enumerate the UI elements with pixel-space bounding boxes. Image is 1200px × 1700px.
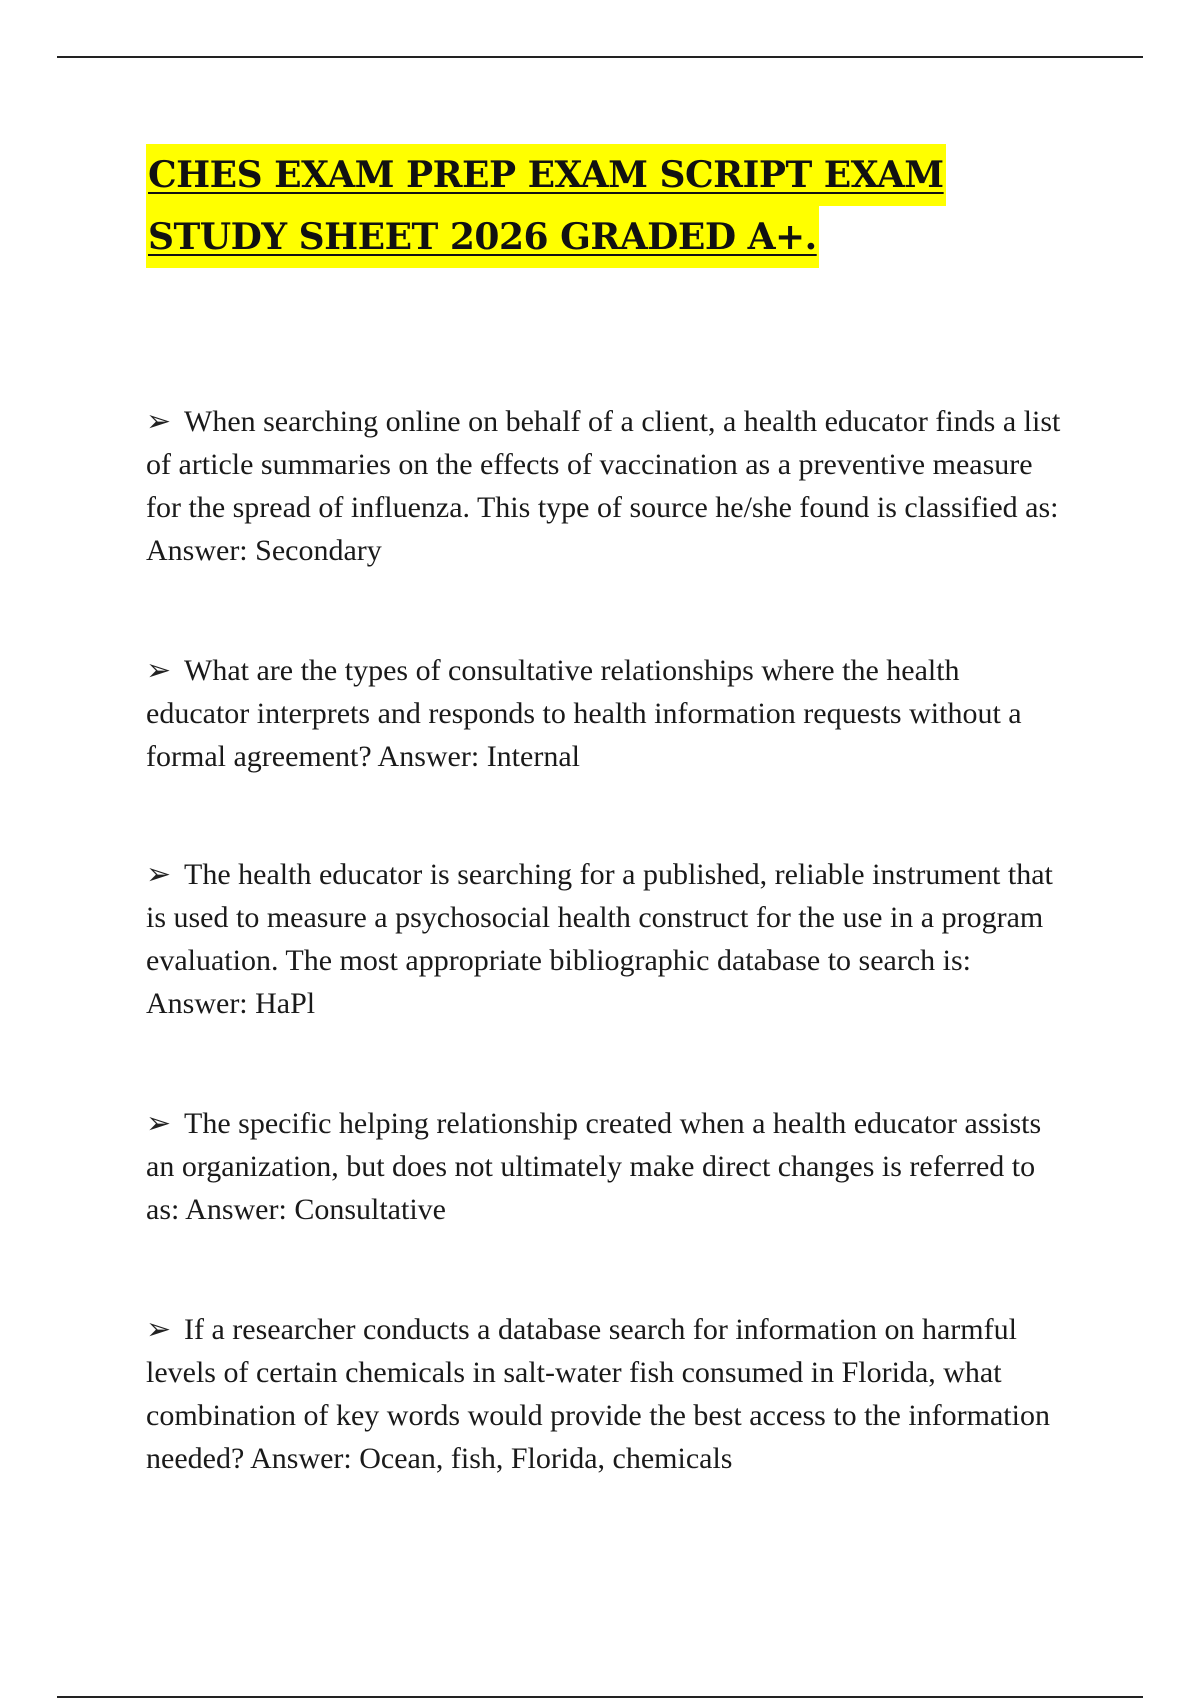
top-rule [57,56,1143,58]
question-item-3 [146,853,1066,1025]
question-text-1: When searching online on behalf of a client, a health educator finds a list of article summaries on the effects of vaccination as a preventive measure for the spread of influenza. This type of source he/she found is classified as: Answer: Secondary [146,405,1061,567]
document-title [146,144,1046,268]
question-item-2 [146,649,1066,778]
arrow-bullet-icon: ➢ [146,858,172,891]
question-text-5: If a researcher conducts a database search for information on harmful levels of certain chemicals in salt-water fish consumed in Florida, what combination of key words would provide the best access to the information needed? Answer: Ocean, fish, Florida, chemicals [146,1313,1050,1475]
question-text-2: What are the types of consultative relationships where the health educator interprets and responds to health information requests without a formal agreement? Answer: Internal [146,654,1022,773]
question-item-5 [146,1308,1066,1480]
title-line-2: STUDY SHEET 2026 GRADED A+. [146,206,819,268]
question-text-4: The specific helping relationship created when a health educator assists an organization, but does not ultimately make direct changes is referred to as: Answer: Consultative [146,1107,1042,1226]
arrow-bullet-icon: ➢ [146,654,172,687]
title-line-1: CHES EXAM PREP EXAM SCRIPT EXAM [146,144,946,206]
question-item-1 [146,400,1066,572]
question-item-4 [146,1102,1066,1231]
arrow-bullet-icon: ➢ [146,1313,172,1346]
bottom-rule [57,1696,1143,1698]
arrow-bullet-icon: ➢ [146,1107,172,1140]
question-text-3: The health educator is searching for a published, reliable instrument that is used to measure a psychosocial health construct for the use in a program evaluation. The most appropriate bibliographic database to search is: Answer: HaPl [146,858,1053,1020]
arrow-bullet-icon: ➢ [146,405,172,438]
